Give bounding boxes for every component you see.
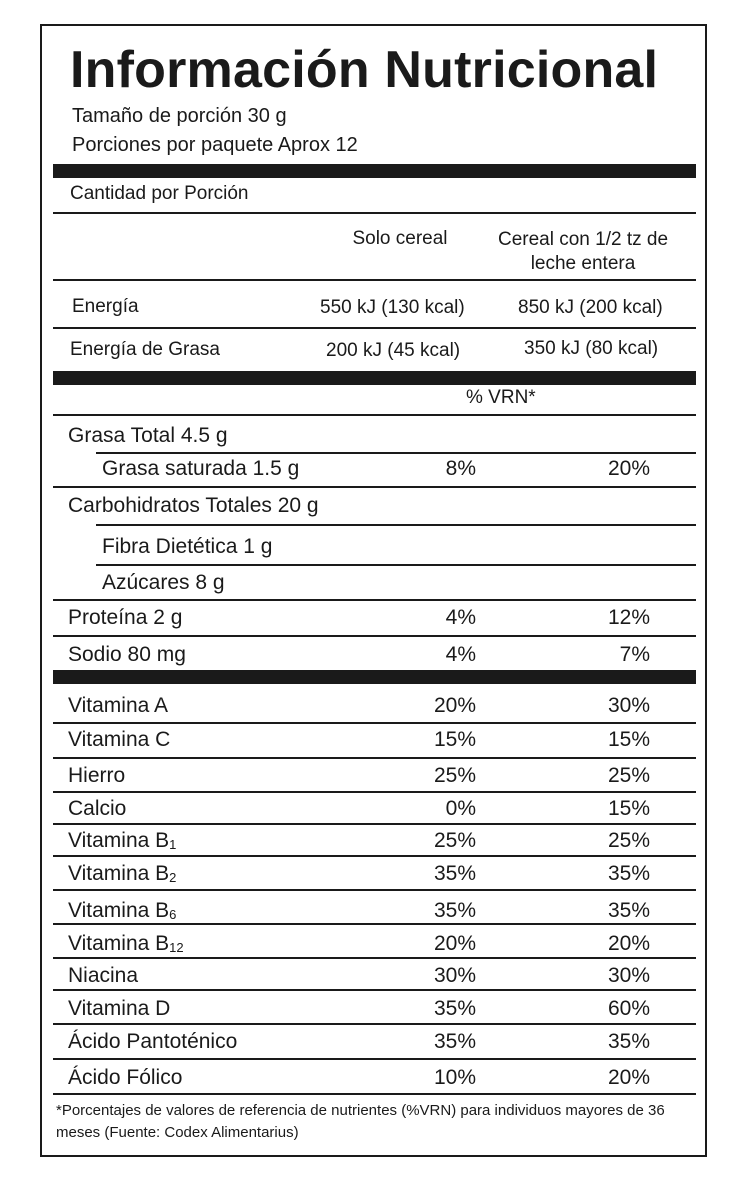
vitamin-row-label bbox=[68, 797, 126, 821]
vitamin-name: Vitamina B bbox=[68, 829, 170, 852]
divider bbox=[53, 889, 696, 891]
nutrient-label: Sodio 80 mg bbox=[68, 643, 186, 666]
fat-energy-col1: 200 kJ (45 kcal) bbox=[326, 340, 461, 361]
vitamin-col1: 20% bbox=[433, 694, 476, 717]
divider bbox=[53, 923, 696, 925]
vitamin-col1: 35% bbox=[433, 862, 476, 885]
nutrient-col2: 12% bbox=[607, 606, 650, 629]
vitamin-col1: 35% bbox=[433, 899, 476, 922]
vitamin-name: Niacina bbox=[68, 964, 139, 987]
footnote: *Porcentajes de valores de referencia de nutrientes (%VRN) para individuos mayores de 36 meses (Fuente: Codex Alimentarius) bbox=[56, 1102, 665, 1141]
divider-thick bbox=[53, 371, 696, 385]
vitamin-name: Ácido Fólico bbox=[68, 1066, 183, 1089]
nutrient-col1: 4% bbox=[445, 643, 476, 666]
vitamin-col2: 15% bbox=[607, 728, 650, 751]
divider bbox=[53, 486, 696, 488]
vitamin-name: Vitamina A bbox=[68, 694, 169, 717]
vitamin-col2: 20% bbox=[607, 1066, 650, 1089]
vitamin-row-label bbox=[68, 1066, 182, 1090]
vitamin-col1: 20% bbox=[433, 932, 476, 955]
vitamin-row-label bbox=[68, 862, 176, 886]
divider bbox=[53, 791, 696, 793]
fat-energy-label: Energía de Grasa bbox=[70, 339, 220, 360]
divider bbox=[53, 722, 696, 724]
divider bbox=[53, 757, 696, 759]
vitamin-col1: 25% bbox=[433, 764, 476, 787]
divider bbox=[96, 524, 696, 526]
vitamin-subscript: 6 bbox=[169, 907, 177, 922]
nutrient-label: Carbohidratos Totales 20 g bbox=[68, 494, 319, 517]
vitamin-name: Vitamina C bbox=[68, 728, 171, 751]
vitamin-row-label bbox=[68, 728, 170, 752]
vitamin-subscript: 1 bbox=[169, 837, 177, 852]
nutrient-label: Fibra Dietética 1 g bbox=[102, 535, 273, 558]
divider bbox=[53, 279, 696, 281]
vitamin-row-label bbox=[68, 932, 184, 956]
divider-thick bbox=[53, 670, 696, 684]
label-title: Información Nutricional bbox=[70, 41, 659, 99]
vitamin-col2: 25% bbox=[607, 764, 650, 787]
divider bbox=[53, 1093, 696, 1095]
vitamin-col1: 35% bbox=[433, 1030, 476, 1053]
vitamin-name: Ácido Pantoténico bbox=[68, 1030, 238, 1053]
divider bbox=[53, 599, 696, 601]
vitamin-name: Vitamina B bbox=[68, 932, 170, 955]
vitamin-row-label bbox=[68, 899, 176, 923]
vitamin-row-label bbox=[68, 694, 168, 718]
divider bbox=[53, 327, 696, 329]
vitamin-col2: 25% bbox=[607, 829, 650, 852]
vitamin-col1: 15% bbox=[433, 728, 476, 751]
energy-label: Energía bbox=[72, 296, 139, 317]
nutrient-col1: 8% bbox=[445, 457, 476, 480]
nutrient-col2: 20% bbox=[607, 457, 650, 480]
vitamin-name: Calcio bbox=[68, 797, 127, 820]
fat-energy-col2: 350 kJ (80 kcal) bbox=[524, 338, 659, 359]
divider bbox=[53, 823, 696, 825]
divider bbox=[53, 635, 696, 637]
vitamin-col1: 30% bbox=[433, 964, 476, 987]
vitamin-col2: 35% bbox=[607, 1030, 650, 1053]
vitamin-name: Vitamina D bbox=[68, 997, 171, 1020]
vitamin-col2: 35% bbox=[607, 862, 650, 885]
vitamin-col2: 60% bbox=[607, 997, 650, 1020]
divider bbox=[53, 957, 696, 959]
vitamin-col1: 35% bbox=[433, 997, 476, 1020]
vitamin-name: Vitamina B bbox=[68, 899, 170, 922]
divider bbox=[96, 452, 696, 454]
vitamin-name: Vitamina B bbox=[68, 862, 170, 885]
vitamin-row-label bbox=[68, 829, 176, 853]
vrn-header: % VRN* bbox=[466, 387, 536, 408]
divider-thick bbox=[53, 164, 696, 178]
servings-per-package: Porciones por paquete Aprox 12 bbox=[72, 134, 358, 156]
vitamin-row-label bbox=[68, 1030, 237, 1054]
vitamin-col2: 30% bbox=[607, 964, 650, 987]
vitamin-col2: 35% bbox=[607, 899, 650, 922]
vitamin-col2: 15% bbox=[607, 797, 650, 820]
vitamin-name: Hierro bbox=[68, 764, 126, 787]
vitamin-row-label bbox=[68, 997, 170, 1021]
nutrient-label: Grasa saturada 1.5 g bbox=[102, 457, 300, 480]
nutrient-label: Azúcares 8 g bbox=[102, 571, 225, 594]
nutrient-label: Proteína 2 g bbox=[68, 606, 183, 629]
divider bbox=[53, 855, 696, 857]
vitamin-subscript: 2 bbox=[169, 870, 177, 885]
nutrient-col2: 7% bbox=[619, 643, 650, 666]
vitamin-col2: 20% bbox=[607, 932, 650, 955]
divider bbox=[53, 212, 696, 214]
nutrient-col1: 4% bbox=[445, 606, 476, 629]
column-header-cereal: Solo cereal bbox=[352, 228, 448, 249]
divider bbox=[53, 1058, 696, 1060]
vitamin-subscript: 12 bbox=[169, 940, 184, 955]
vitamin-col1: 25% bbox=[433, 829, 476, 852]
vitamin-col1: 0% bbox=[445, 797, 476, 820]
column-header-cereal-milk: Cereal con 1/2 tz de leche entera bbox=[497, 229, 669, 274]
vitamin-col1: 10% bbox=[433, 1066, 476, 1089]
amount-per-serving: Cantidad por Porción bbox=[70, 183, 249, 204]
divider bbox=[53, 989, 696, 991]
divider bbox=[53, 1023, 696, 1025]
divider bbox=[96, 564, 696, 566]
vitamin-row-label bbox=[68, 964, 138, 988]
energy-col2: 850 kJ (200 kcal) bbox=[518, 297, 663, 318]
serving-size: Tamaño de porción 30 g bbox=[72, 105, 287, 127]
nutrient-label: Grasa Total 4.5 g bbox=[68, 424, 228, 447]
vitamin-row-label bbox=[68, 764, 125, 788]
vitamin-col2: 30% bbox=[607, 694, 650, 717]
energy-col1: 550 kJ (130 kcal) bbox=[320, 297, 465, 318]
divider bbox=[53, 414, 696, 416]
